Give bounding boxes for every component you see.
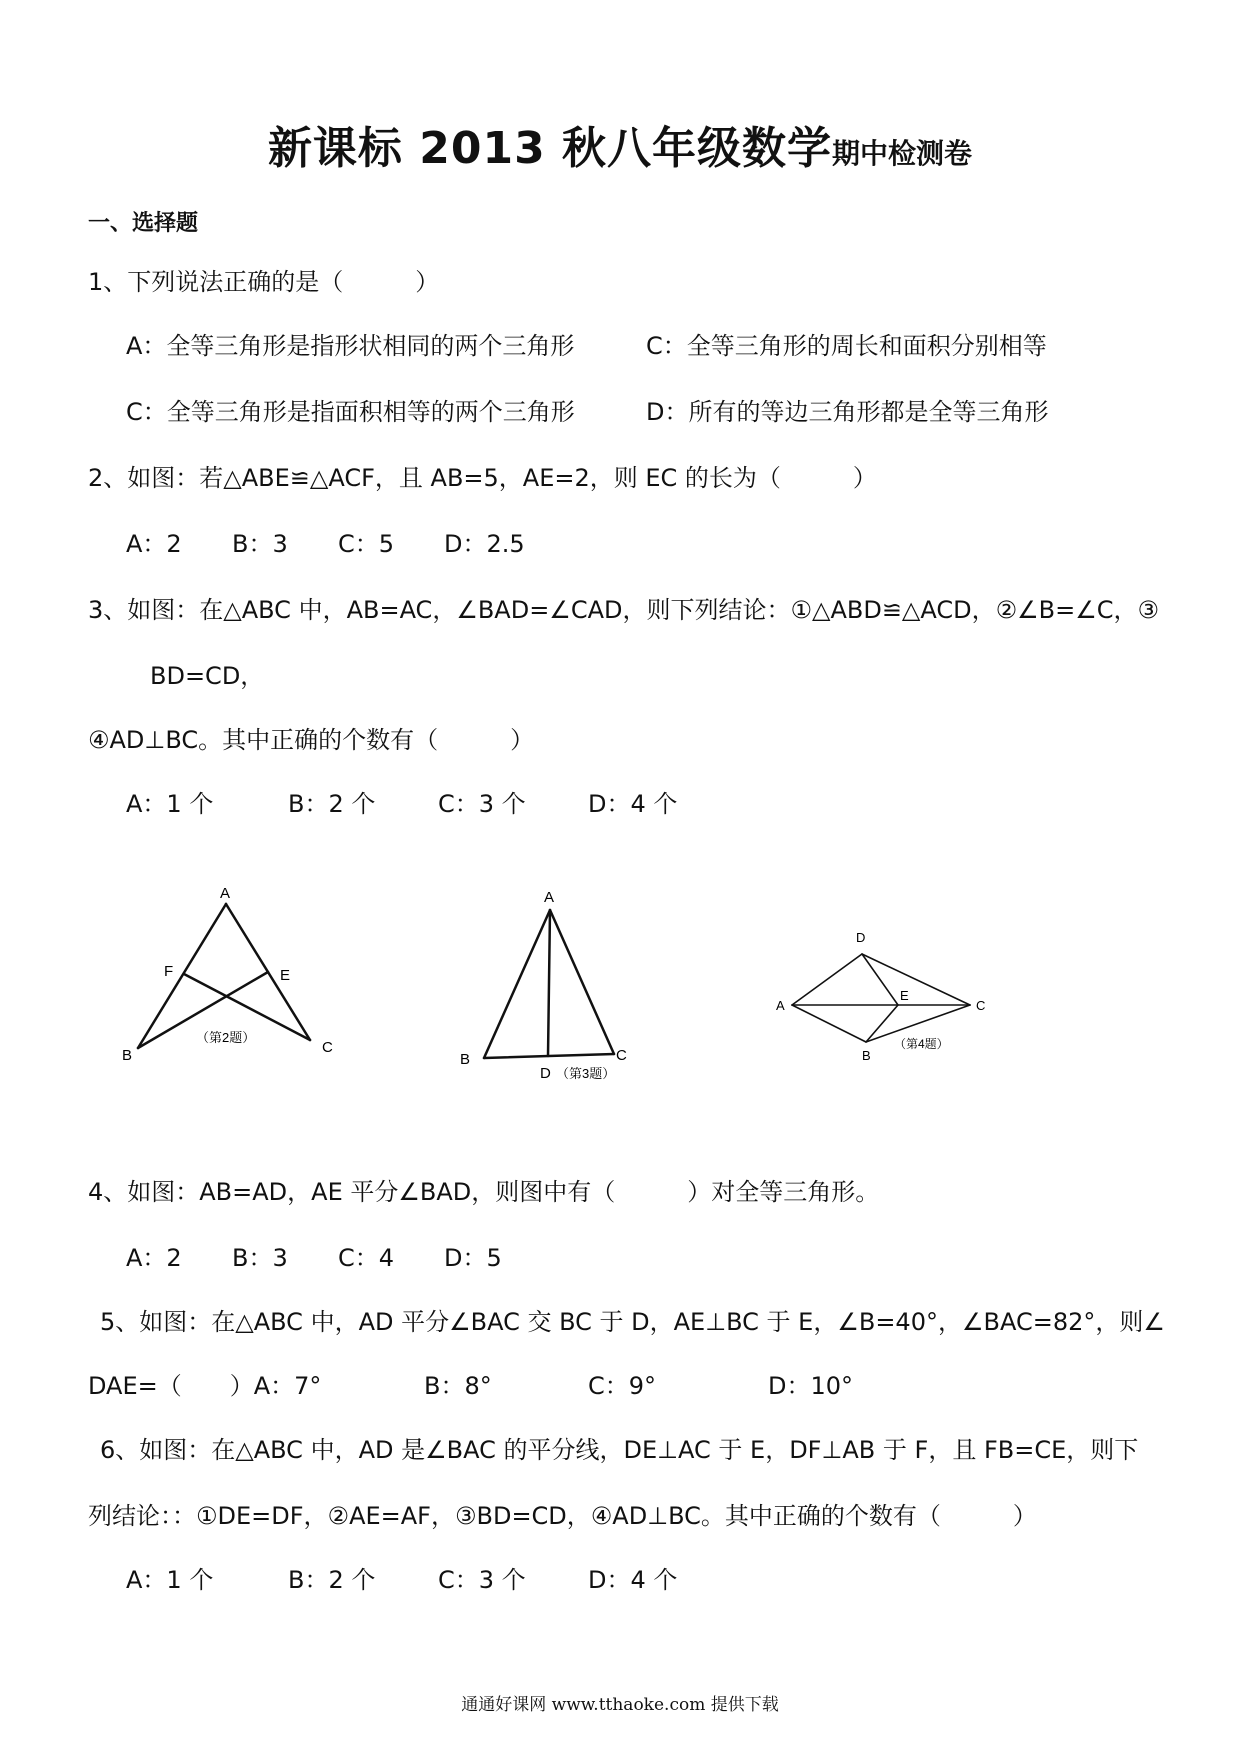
fig3-label-c: C [616, 1047, 627, 1064]
question-1-option-a: A：全等三角形是指形状相同的两个三角形 [126, 332, 575, 360]
question-5-stem-line-2: DAE=（ ）A：7° [88, 1372, 322, 1400]
fig3-label-a: A [544, 889, 555, 906]
page-title [0, 112, 1240, 176]
section-heading: 一、选择题 [88, 211, 199, 236]
question-5-stem-line-1: 5、如图：在△ABC 中，AD 平分∠BAC 交 BC 于 D，AE⊥BC 于 E，∠B=40°，∠BAC=82°，则∠ [100, 1308, 1165, 1336]
question-2-option-b: B：3 [232, 530, 288, 558]
question-3-option-c: C：3 个 [438, 790, 526, 818]
fig2-label-c: C [322, 1039, 333, 1056]
question-2-stem: 2、如图：若△ABE≌△ACF，且 AB=5，AE=2，则 EC 的长为（ ） [88, 464, 877, 492]
question-2-option-c: C：5 [338, 530, 395, 558]
question-1-stem: 1、下列说法正确的是（ ） [88, 268, 440, 296]
question-6-option-c: C：3 个 [438, 1566, 526, 1594]
fig4-segment-dc [862, 954, 970, 1005]
question-1-option-d: D：所有的等边三角形都是全等三角形 [646, 398, 1049, 426]
figure-question-4 [770, 920, 1010, 1070]
question-6-stem-line-2: 列结论：：①DE=DF，②AE=AF，③BD=CD，④AD⊥BC。其中正确的个数有（ ） [88, 1502, 1037, 1530]
question-6-option-b: B：2 个 [288, 1566, 376, 1594]
fig4-label-c: C [976, 998, 986, 1013]
question-4-option-d: D：5 [444, 1244, 502, 1272]
question-3-stem-line-3: ④AD⊥BC。其中正确的个数有（ ） [88, 726, 535, 754]
fig3-side-ac [550, 910, 614, 1054]
question-3-option-d: D：4 个 [588, 790, 678, 818]
question-2-option-d: D：2.5 [444, 530, 525, 558]
fig3-label-d: D [540, 1065, 551, 1082]
fig2-label-b: B [122, 1047, 133, 1064]
question-4-option-a: A：2 [126, 1244, 182, 1272]
fig3-segment-ad [548, 910, 550, 1056]
question-3-option-b: B：2 个 [288, 790, 376, 818]
fig4-segment-ad [792, 954, 862, 1005]
question-3-stem-line-1: 3、如图：在△ABC 中，AB=AC，∠BAD=∠CAD，则下列结论：①△ABD≌△ACD，②∠B=∠C，③ [88, 596, 1160, 624]
fig2-label-a: A [220, 885, 231, 902]
figure-question-3 [450, 880, 650, 1090]
question-5-option-d: D：10° [768, 1372, 854, 1400]
question-1-option-c: C：全等三角形是指面积相等的两个三角形 [126, 398, 575, 426]
fig3-label-b: B [460, 1051, 471, 1068]
fig4-caption: （第4题） [894, 1037, 949, 1051]
fig4-segment-ab [792, 1005, 866, 1042]
question-1-option-b: C：全等三角形的周长和面积分别相等 [646, 332, 1047, 360]
question-3-stem-line-2: BD=CD， [150, 662, 265, 690]
fig3-caption: （第3题） [556, 1066, 616, 1081]
fig4-label-e: E [900, 988, 909, 1003]
question-5-option-b: B：8° [424, 1372, 492, 1400]
question-4-stem: 4、如图：AB=AD，AE 平分∠BAD，则图中有（ ）对全等三角形。 [88, 1178, 880, 1206]
page-footer: 通通好课网 www.tthaoke.com 提供下载 [461, 1695, 779, 1715]
figure-question-2 [110, 880, 350, 1080]
question-4-option-c: C：4 [338, 1244, 395, 1272]
fig2-caption: （第2题） [196, 1030, 256, 1045]
question-6-stem-line-1: 6、如图：在△ABC 中，AD 是∠BAC 的平分线，DE⊥AC 于 E，DF⊥AB 于 F，且 FB=CE，则下 [100, 1436, 1139, 1464]
fig4-label-d: D [856, 930, 866, 945]
question-4-option-b: B：3 [232, 1244, 288, 1272]
title-main: 新课标 2013 秋八年级数学 [267, 123, 833, 174]
question-2-option-a: A：2 [126, 530, 182, 558]
fig2-side-ab [138, 904, 226, 1048]
question-6-option-a: A：1 个 [126, 1566, 214, 1594]
question-5-option-c: C：9° [588, 1372, 657, 1400]
question-6-option-d: D：4 个 [588, 1566, 678, 1594]
fig3-side-ab [484, 910, 550, 1058]
fig4-label-a: A [776, 998, 785, 1013]
fig2-label-e: E [280, 967, 291, 984]
fig2-label-f: F [164, 963, 174, 980]
fig4-label-b: B [862, 1048, 871, 1063]
title-sub: 期中检测卷 [832, 137, 973, 170]
question-3-option-a: A：1 个 [126, 790, 214, 818]
